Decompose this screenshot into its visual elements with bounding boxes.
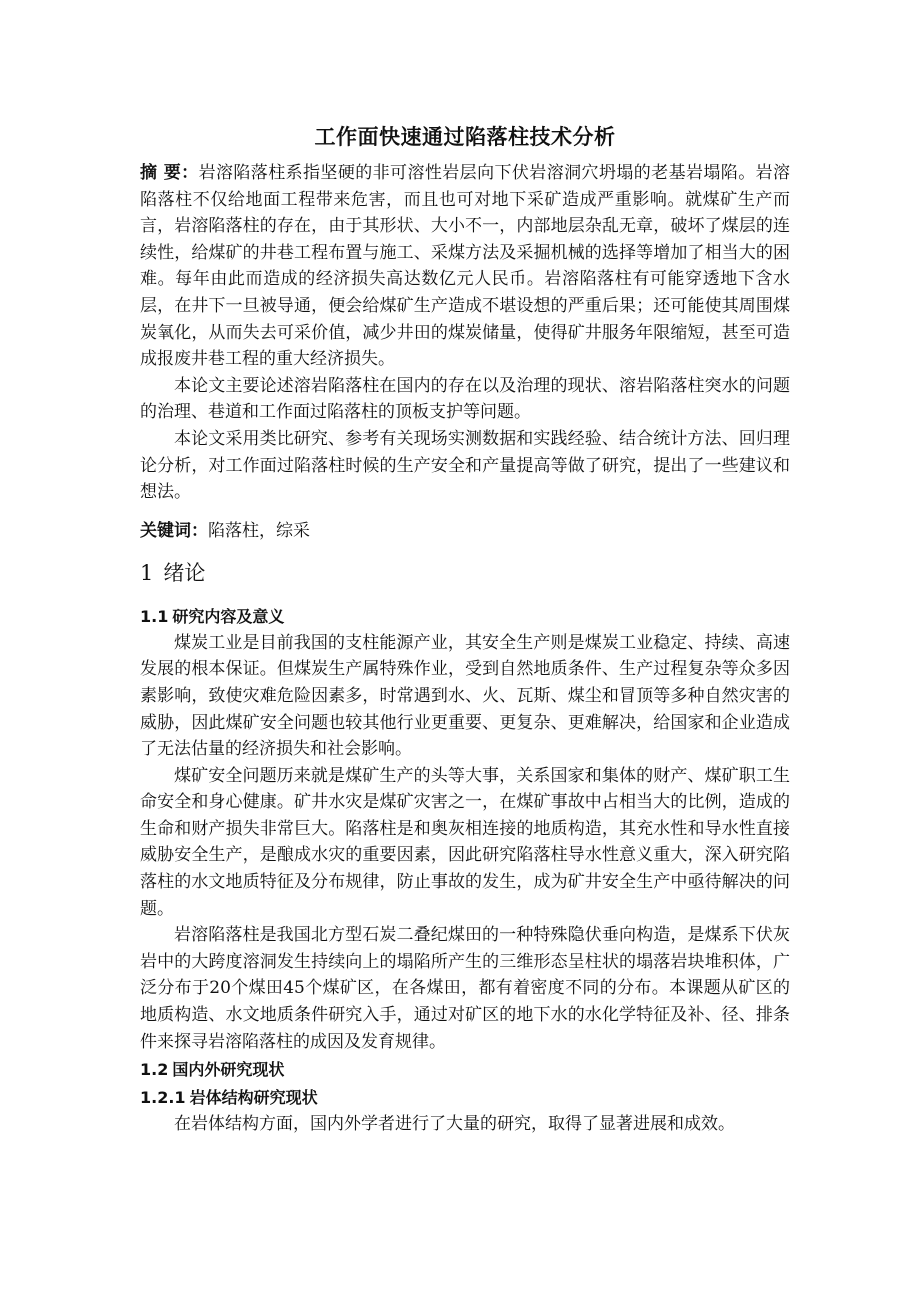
document-page (140, 122, 790, 1138)
section-1-1-heading (140, 604, 790, 630)
keywords-label: 关键词： (140, 520, 208, 541)
section-1-2-heading (140, 1057, 790, 1083)
section-1-1-number: 1.1 (140, 606, 169, 626)
section-1-title: 绪论 (163, 560, 206, 585)
abstract-label: 摘 要： (140, 163, 199, 183)
section-1-1-paragraph-3: 岩溶陷落柱是我国北方型石炭二叠纪煤田的一种特殊隐伏垂向构造，是煤系下伏灰岩中的大跨度溶洞发生持续向上的塌陷所产生的三维形态呈柱状的塌落岩块堆积体，广泛分布于20个煤田45个煤矿区，在各煤田，都有着密度不同的分布。本课题从矿区的地质构造、水文地质条件研究入手，通过对矿区的地下水的水化学特征及补、径、排条件来探寻岩溶陷落柱的成因及发育规律。 (140, 925, 790, 1052)
section-1-2-1-paragraph-1: 在岩体结构方面，国内外学者进行了大量的研究，取得了显著进展和成效。 (174, 1114, 735, 1135)
section-1-2-number: 1.2 (140, 1060, 169, 1080)
abstract-paragraph-1 (140, 160, 790, 373)
section-1-2-1-heading (140, 1085, 790, 1111)
keywords-value: 陷落柱，综采 (208, 520, 310, 541)
section-1-2-1-title: 岩体结构研究现状 (189, 1088, 318, 1108)
keywords-line (140, 518, 790, 544)
section-1-heading (140, 558, 790, 588)
abstract-paragraph-3: 本论文采用类比研究、参考有关现场实测数据和实践经验、结合统计方法、回归理论分析，对工作面过陷落柱时候的生产安全和产量提高等做了研究，提出了一些建议和想法。 (140, 428, 790, 503)
section-1-2-1-number: 1.2.1 (140, 1088, 186, 1108)
section-1-1-paragraph-2: 煤矿安全问题历来就是煤矿生产的头等大事，关系国家和集体的财产、煤矿职工生命安全和身心健康。矿井水灾是煤矿灾害之一，在煤矿事故中占相当大的比例，造成的生命和财产损失非常巨大。陷落柱是和奥灰相连接的地质构造，其充水性和导水性直接威胁安全生产，是酿成水灾的重要因素，因此研究陷落柱导水性意义重大，深入研究陷落柱的水文地质特征及分布规律，防止事故的发生，成为矿井安全生产中亟待解决的问题。 (140, 765, 790, 919)
abstract-text-1: 岩溶陷落柱系指坚硬的非可溶性岩层向下伏岩溶洞穴坍塌的老基岩塌陷。岩溶陷落柱不仅给地面工程带来危害，而且也可对地下采矿造成严重影响。就煤矿生产而言，岩溶陷落柱的存在，由于其形状、大小不一，内部地层杂乱无章，破坏了煤层的连续性，给煤矿的井巷工程布置与施工、采煤方法及采掘机械的选择等增加了相当大的困难。每年由此而造成的经济损失高达数亿元人民币。岩溶陷落柱有可能穿透地下含水层，在井下一旦被导通，便会给煤矿生产造成不堪设想的严重后果；还可能使其周围煤炭氧化，从而失去可采价值，减少井田的煤炭储量，使得矿井服务年限缩短，甚至可造成报废井巷工程的重大经济损失。 (140, 163, 791, 370)
section-1-1-title: 研究内容及意义 (172, 606, 285, 626)
document-title: 工作面快速通过陷落柱技术分析 (314, 125, 616, 149)
section-1-1-paragraph-1: 煤炭工业是目前我国的支柱能源产业，其安全生产则是煤炭工业稳定、持续、高速发展的根本保证。但煤炭生产属特殊作业，受到自然地质条件、生产过程复杂等众多因素影响，致使灾难危险因素多，时常遇到水、火、瓦斯、煤尘和冒顶等多种自然灾害的威胁，因此煤矿安全问题也较其他行业更重要、更复杂、更难解决，给国家和企业造成了无法估量的经济损失和社会影响。 (140, 632, 790, 760)
abstract-paragraph-2: 本论文主要论述溶岩陷落柱在国内的存在以及治理的现状、溶岩陷落柱突水的问题的治理、巷道和工作面过陷落柱的顶板支护等问题。 (140, 375, 790, 423)
section-1-2-title: 国内外研究现状 (172, 1060, 285, 1080)
section-1-number: 1 (140, 560, 154, 585)
